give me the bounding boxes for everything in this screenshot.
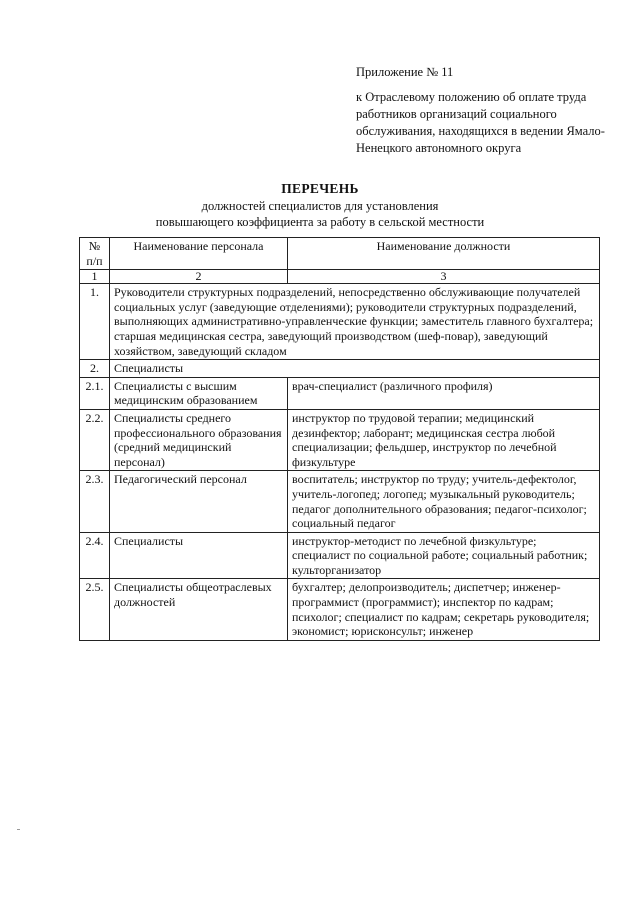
appendix-line: Ненецкого автономного округа xyxy=(356,141,522,155)
title-subtitle-2: повышающего коэффициента за работу в сельской местности xyxy=(155,215,485,229)
staff-cell: Специалисты общеотраслевых должностей xyxy=(110,579,288,640)
header-position: Наименование должности xyxy=(288,238,600,270)
row-text: Руководители структурных подразделений, непосредственно обслуживающие получателей социальных услуг (заведующие отделениями); руководители структурных подразделений, выполняющих административно-управленческие функции; заместитель главного бухгалтера; старшая медицинская сестра, заведующий производством (шеф-повар), заведующий хозяйством, заведующий складом xyxy=(110,284,600,360)
header-row xyxy=(80,238,600,270)
scan-mark xyxy=(17,829,20,830)
table-row xyxy=(80,532,600,579)
header-staff: Наименование персонала xyxy=(110,238,288,270)
table-row xyxy=(80,579,600,640)
column-number: 3 xyxy=(288,270,600,284)
table-row xyxy=(80,471,600,532)
position-cell: врач-специалист (различного профиля) xyxy=(288,377,600,409)
position-cell: инструктор-методист по лечебной физкультуре; специалист по социальной работе; социальный работник; культорганизатор xyxy=(288,532,600,579)
positions-table xyxy=(79,237,600,641)
title-heading: ПЕРЕЧЕНЬ xyxy=(281,181,359,196)
column-number: 1 xyxy=(80,270,110,284)
header-num: № п/п xyxy=(80,238,110,270)
document-title xyxy=(100,180,540,230)
appendix-block xyxy=(356,64,626,157)
appendix-number: Приложение № 11 xyxy=(356,65,454,79)
title-subtitle-1: должностей специалистов для установления xyxy=(201,199,439,213)
column-number-row xyxy=(80,270,600,284)
row-number: 2.4. xyxy=(80,532,110,579)
row-number: 2.5. xyxy=(80,579,110,640)
staff-cell: Педагогический персонал xyxy=(110,471,288,532)
row-number: 2. xyxy=(80,360,110,378)
table-row xyxy=(80,284,600,360)
row-number: 2.3. xyxy=(80,471,110,532)
table-row xyxy=(80,409,600,470)
staff-cell: Специалисты с высшим медицинским образованием xyxy=(110,377,288,409)
appendix-line: обслуживания, находящихся в ведении Ямало- xyxy=(356,124,605,138)
staff-cell: Специалисты xyxy=(110,532,288,579)
position-cell: бухгалтер; делопроизводитель; диспетчер; инженер-программист (программист); инспектор по кадрам; психолог; специалист по кадрам; секретарь руководителя; экономист; юрисконсульт; инженер xyxy=(288,579,600,640)
staff-cell: Специалисты среднего профессионального образования (средний медицинский персонал) xyxy=(110,409,288,470)
position-cell: инструктор по трудовой терапии; медицинский дезинфектор; лаборант; медицинская сестра любой специализации; фельдшер, инструктор по лечебной физкультуре xyxy=(288,409,600,470)
appendix-line: к Отраслевому положению об оплате труда xyxy=(356,90,587,104)
appendix-line: работников организаций социального xyxy=(356,107,557,121)
column-number: 2 xyxy=(110,270,288,284)
row-number: 2.2. xyxy=(80,409,110,470)
position-cell: воспитатель; инструктор по труду; учитель-дефектолог, учитель-логопед; логопед; музыкальный руководитель; педагог дополнительного образования; педагог-психолог; социальный педагог xyxy=(288,471,600,532)
row-number: 1. xyxy=(80,284,110,360)
table-row xyxy=(80,360,600,378)
row-number: 2.1. xyxy=(80,377,110,409)
table-row xyxy=(80,377,600,409)
row-text: Специалисты xyxy=(110,360,600,378)
